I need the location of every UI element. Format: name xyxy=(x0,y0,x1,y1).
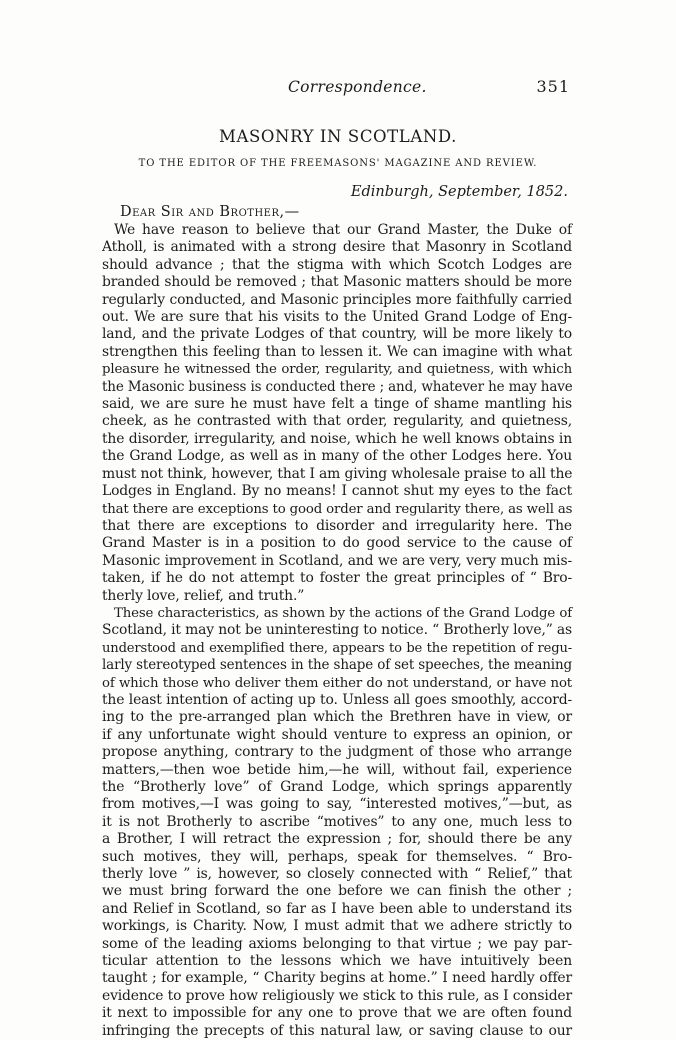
text-line: such motives, they will, perhaps, speak for themselves. “ Bro- xyxy=(102,848,572,865)
text-line: we must bring forward the one before we can finish the other ; xyxy=(102,883,572,900)
text-line: evidence to prove how religiously we stick to this rule, as I consider xyxy=(102,987,572,1004)
text-line: Grand Master is in a position to do good service to the cause of xyxy=(102,535,572,552)
text-line: infringing the precepts of this natural law, or saving clause to our xyxy=(102,1022,572,1039)
text-line: strengthen this feeling than to lessen it. We can imagine with what xyxy=(102,343,572,360)
text-line: taken, if he do not attempt to foster the great principles of “ Bro- xyxy=(102,570,572,587)
text-line: ticular attention to the lessons which we have intuitively been xyxy=(102,953,572,970)
text-line: it is not Brotherly to ascribe “motives” to any one, much less to xyxy=(102,813,572,830)
text-line: if any unfortunate wight should venture to express an opinion, or xyxy=(102,726,572,743)
text-line: that there are exceptions to disorder and irregularity here. The xyxy=(102,517,572,534)
text-line: workings, is Charity. Now, I must admit that we adhere strictly to xyxy=(102,918,572,935)
running-head xyxy=(100,78,570,100)
text-line: Masonic improvement in Scotland, and we are very, very much mis- xyxy=(102,552,572,569)
text-line: the disorder, irregularity, and noise, which he well knows obtains in xyxy=(102,430,572,447)
running-head-title: Correspondence. xyxy=(288,78,427,96)
text-line: should advance ; that the stigma with which Scotch Lodges are xyxy=(102,256,572,273)
text-line: land, and the private Lodges of that country, will be more likely to xyxy=(102,326,572,343)
text-line: pleasure he witnessed the order, regularity, and quietness, with which xyxy=(102,362,572,378)
text-line: the “Brotherly love” of Grand Lodge, which springs apparently xyxy=(102,779,572,795)
text-line: a Brother, I will retract the expression ; for, should there be any xyxy=(102,831,572,848)
text-line: These characteristics, as shown by the actions of the Grand Lodge of xyxy=(114,605,572,621)
text-line: matters,—then woe betide him,—he will, without fail, experience xyxy=(102,761,572,778)
text-line: branded should be removed ; that Masonic matters should be more xyxy=(102,274,572,291)
text-line: cheek, as he contrasted with that order, regularity, and quietness, xyxy=(102,413,572,430)
text-line: larly stereotyped sentences in the shape of set speeches, the meaning xyxy=(102,657,572,674)
text-line: said, we are sure he must have felt a tinge of shame mantling his xyxy=(102,396,572,413)
text-line: Lodges in England. By no means! I cannot shut my eyes to the fact xyxy=(102,483,572,500)
text-line: some of the leading axioms belonging to that virtue ; we pay par- xyxy=(102,935,572,952)
dateline: Edinburgh, September, 1852. xyxy=(350,184,568,200)
text-line: Atholl, is animated with a strong desire that Masonry in Scotland xyxy=(102,239,572,256)
text-line: must not think, however, that I am giving wholesale praise to all the xyxy=(102,465,573,482)
text-line: understood and exemplified there, appears to be the repetition of regu- xyxy=(102,640,572,656)
text-line: taught ; for example, “ Charity begins at home.” I need hardly offer xyxy=(102,970,572,987)
text-line: it next to impossible for any one to prove that we are often found xyxy=(102,1005,572,1022)
text-line: Scotland, it may not be uninteresting to notice. “ Brotherly love,” as xyxy=(102,622,573,639)
text-line: ing to the pre-arranged plan which the Brethren have in view, or xyxy=(102,709,572,726)
text-line: from motives,—I was going to say, “interested motives,”—but, as xyxy=(102,796,572,813)
text-line: of which those who deliver them either do not understand, or have not xyxy=(102,675,572,691)
text-line: therly love, relief, and truth.” xyxy=(102,587,305,604)
text-line: the least intention of acting up to. Unless all goes smoothly, accord- xyxy=(102,691,572,708)
text-line: and Relief in Scotland, so far as I have been able to understand its xyxy=(102,900,572,917)
article-body xyxy=(102,222,572,1040)
text-line: We have reason to believe that our Grand Master, the Duke of xyxy=(114,222,572,238)
text-line: the Grand Lodge, as well as in many of the other Lodges here. You xyxy=(102,448,572,465)
page-number: 351 xyxy=(536,77,570,96)
text-line: therly love ” is, however, so closely connected with “ Relief,” that xyxy=(102,866,572,883)
editor-address: TO THE EDITOR OF THE FREEMASONS' MAGAZINE AND REVIEW. xyxy=(138,158,538,169)
text-line: out. We are sure that his visits to the United Grand Lodge of Eng- xyxy=(102,309,572,326)
article-title: MASONRY IN SCOTLAND. xyxy=(219,127,457,146)
text-line: propose anything, contrary to the judgment of those who arrange xyxy=(102,744,572,761)
text-line: the Masonic business is conducted there ; and, whatever he may have xyxy=(102,378,573,395)
text-line: that there are exceptions to good order and regularity there, as well as xyxy=(102,501,573,517)
salutation: Dear Sir and Brother,— xyxy=(120,204,300,220)
text-line: regularly conducted, and Masonic principles more faithfully carried xyxy=(102,291,572,308)
